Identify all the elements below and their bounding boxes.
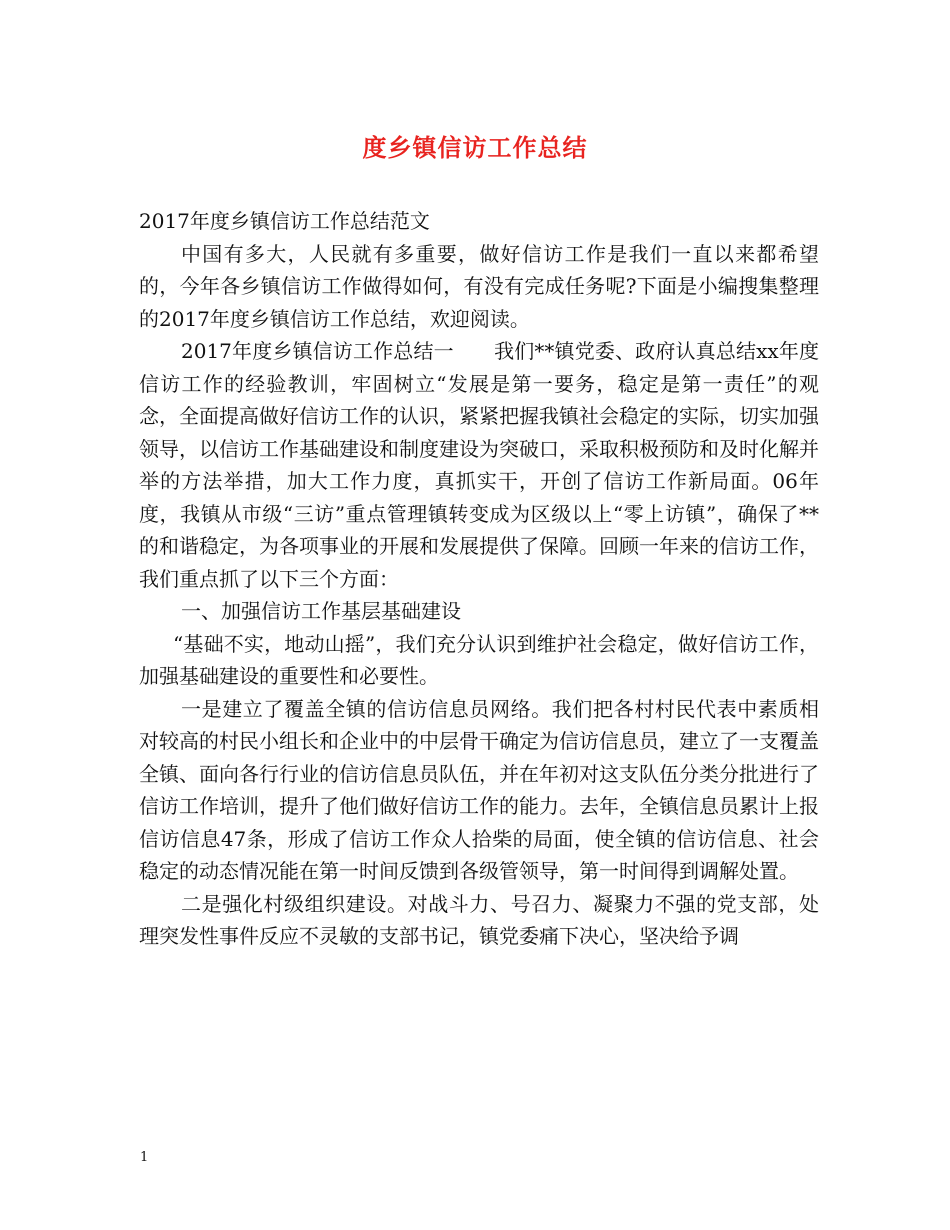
page-number: 1 <box>140 1150 149 1165</box>
paragraph-intro: 中国有多大，人民就有多重要，做好信访工作是我们一直以来都希望的，今年各乡镇信访工作做得如何，有没有完成任务呢?下面是小编搜集整理的2017年度乡镇信访工作总结，欢迎阅读。 <box>139 241 819 331</box>
paragraph-informant-network: 一是建立了覆盖全镇的信访信息员网络。我们把各村村民代表中素质相对较高的村民小组长和企业中的中层骨干确定为信访信息员，建立了一支覆盖全镇、面向各行行业的信访信息员队伍，并在年初对这支队伍分类分批进行了信访工作培训，提升了他们做好信访工作的能力。去年，全镇信息员累计上报信访信息47条，形成了信访工作众人拾柴的局面，使全镇的信访信息、社会稳定的动态情况能在第一时间反馈到各级管领导，第一时间得到调解处置。 <box>139 696 819 883</box>
document-title: 度乡镇信访工作总结 <box>362 134 588 162</box>
paragraph-summary-one: 2017年度乡镇信访工作总结一 我们**镇党委、政府认真总结xx年度信访工作的经验教训，牢固树立“发展是第一要务，稳定是第一责任”的观念，全面提高做好信访工作的认识，紧紧把握我镇社会稳定的实际，切实加强领导，以信访工作基础建设和制度建设为突破口，采取积极预防和及时化解并举的方法举措，加大工作力度，真抓实干，开创了信访工作新局面。06年度，我镇从市级“三访”重点管理镇转变成为区级以上“零上访镇”，确保了**的和谐稳定，为各项事业的开展和发展提供了保障。回顾一年来的信访工作，我们重点抓了以下三个方面： <box>139 339 819 591</box>
paragraph-foundation-quote: “基础不实，地动山摇”，我们充分认识到维护社会稳定，做好信访工作，加强基础建设的重要性和必要性。 <box>139 631 819 688</box>
document-subtitle: 2017年度乡镇信访工作总结范文 <box>139 209 430 233</box>
paragraph-village-organization: 二是强化村级组织建设。对战斗力、号召力、凝聚力不强的党支部，处理突发性事件反应不灵敏的支部书记，镇党委痛下决心，坚决给予调 <box>139 891 819 948</box>
section-heading-one: 一、加强信访工作基层基础建设 <box>181 599 461 623</box>
document-body <box>139 205 819 953</box>
